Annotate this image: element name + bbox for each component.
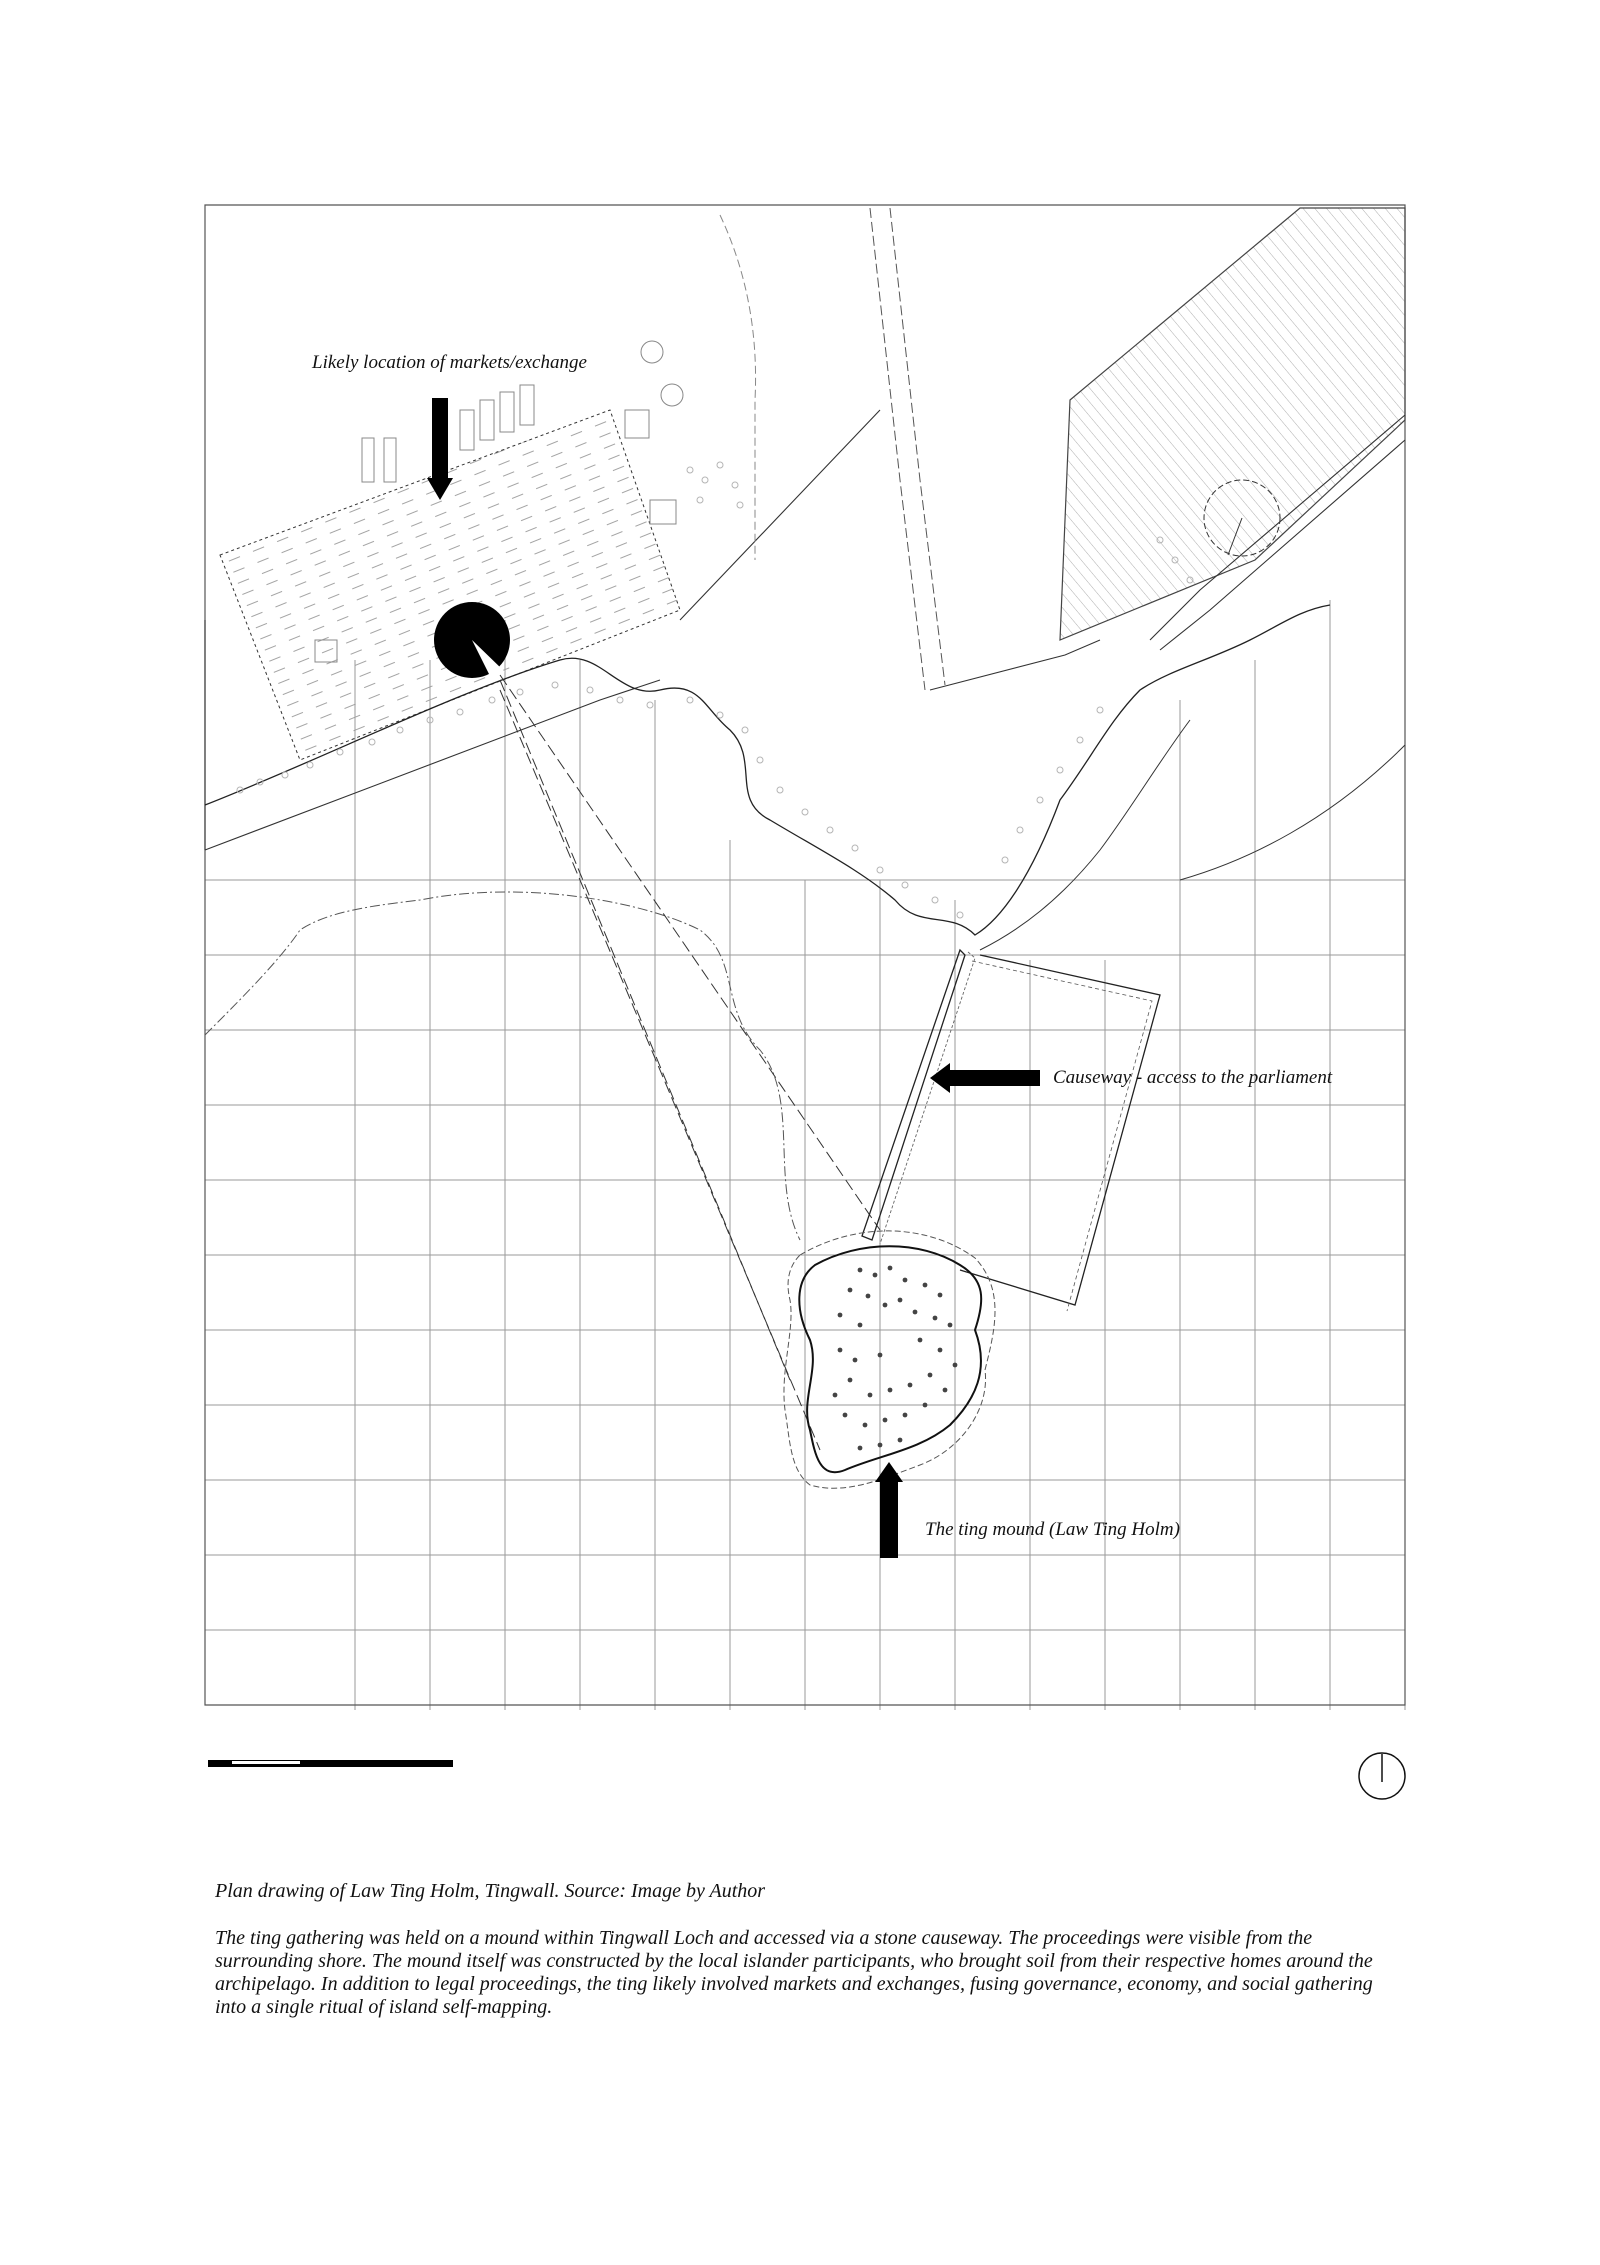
shoreline-east [980,720,1405,950]
track [870,208,945,690]
figure-caption [215,1880,1385,2019]
caption-title: Plan drawing of Law Ting Holm, Tingwall. Source: Image by Author [215,1880,766,1902]
assembly-boundary [960,955,1160,1305]
north-arrow-icon [1359,1753,1405,1799]
path-line [720,215,756,560]
arrow-causeway [930,1063,1040,1093]
label-markets: Likely location of markets/exchange [312,352,587,373]
viewpoint-marker [434,602,510,678]
hatched-field [1060,208,1405,640]
ting-mound [784,1231,995,1488]
label-causeway: Causeway - access to the parliament [1053,1067,1333,1088]
causeway [862,950,975,1244]
label-mound: The ting mound (Law Ting Holm) [925,1519,1180,1540]
arrow-mound [875,1462,903,1558]
sight-lines [500,675,880,1450]
caption-body: The ting gathering was held on a mound within Tingwall Loch and accessed via a stone causeway. The proceedings were visible from the surrounding shore. The mound itself was constructed by the local islander participants, who brought soil from their respective homes around the archipelago. In addition to legal proceedings, the ting likely involved markets and exchanges, fusing governance, economy, and social gathering into a single ritual of island self-mapping. [215,1927,1373,2018]
scale-bar [208,1760,453,1767]
grid-lines [205,600,1405,1710]
markets-area [220,410,680,760]
field-wall [930,640,1100,690]
